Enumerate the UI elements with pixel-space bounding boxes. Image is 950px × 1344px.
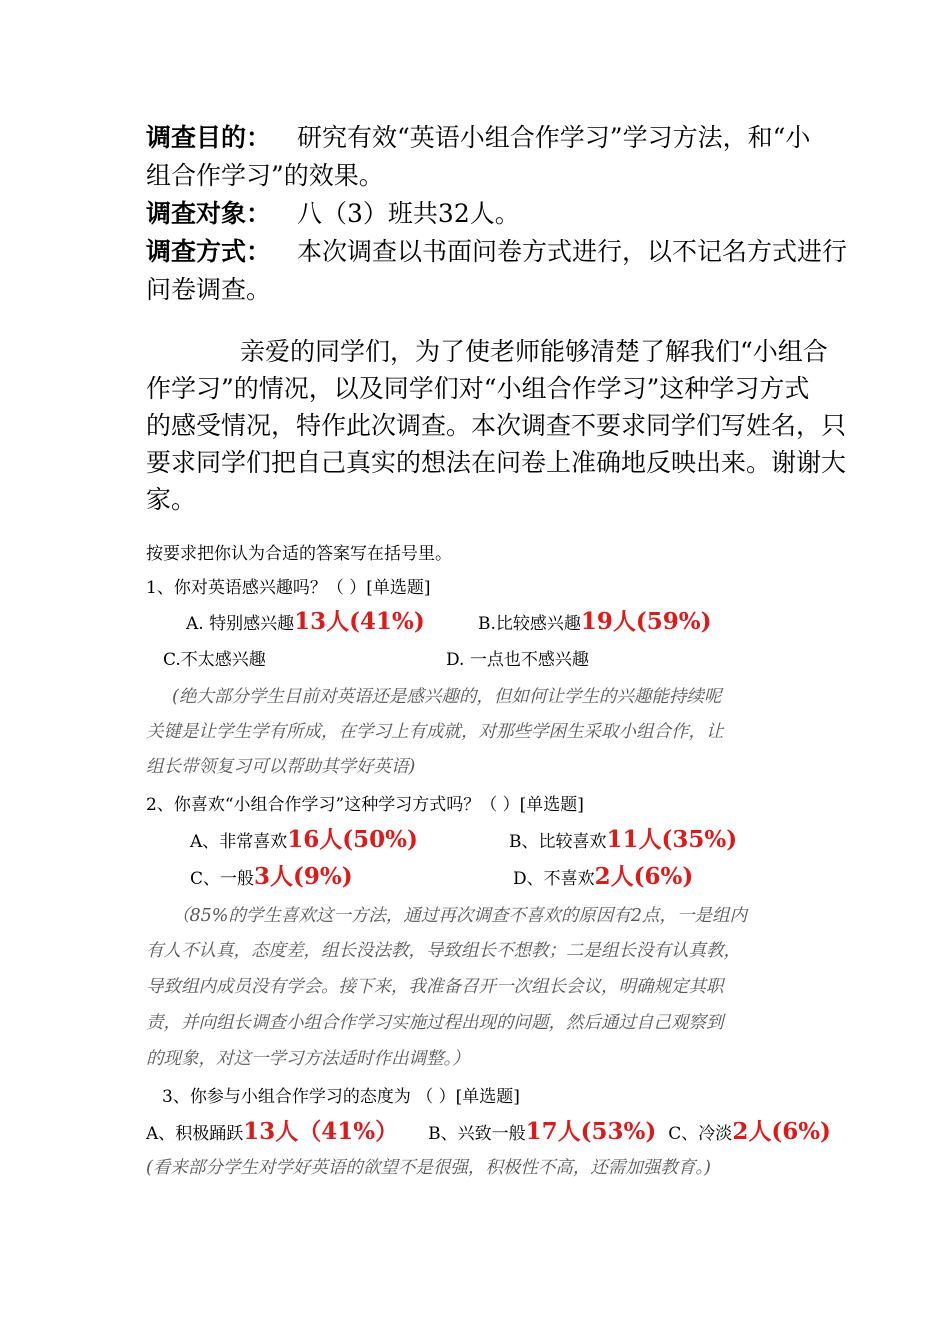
q2-option-d-result: 2人(6%) — [594, 863, 694, 890]
purpose-line-2: 组合作学习”的效果。 — [146, 161, 384, 190]
q3-option-a-text: A、积极踊跃 — [146, 1124, 244, 1144]
object-label: 调查对象： — [146, 199, 272, 228]
q2-question: 2、你喜欢“小组合作学习”这种学习方式吗？（ ）[单选题] — [146, 795, 584, 815]
q1-option-b — [478, 609, 712, 637]
q3-question: 3、你参与小组合作学习的态度为 （ ）[单选题] — [162, 1087, 520, 1107]
intro-line-5: 家。 — [146, 485, 197, 514]
q2-option-b-text: B、比较喜欢 — [509, 832, 607, 852]
q2-note-line-3: 导致组内成员没有学会。接下来，我准备召开一次组长会议，明确规定其职 — [146, 977, 724, 997]
q2-note-line-4: 责，并向组长调查小组合作学习实施过程出现的问题，然后通过自己观察到 — [146, 1013, 724, 1033]
method-line-2: 问卷调查。 — [146, 275, 272, 304]
method-label: 调查方式： — [146, 237, 272, 266]
q1-note-line-2: 关键是让学生学有所成，在学习上有成就，对那些学困生采取小组合作，让 — [146, 722, 724, 742]
q2-option-c — [190, 864, 353, 892]
q2-option-a — [190, 827, 418, 855]
intro-line-2: 作学习”的情况，以及同学们对“小组合作学习”这种学习方式 — [146, 374, 810, 403]
intro-line-1: 亲爱的同学们，为了使老师能够清楚了解我们“小组合 — [240, 337, 828, 366]
q1-question: 1、你对英语感兴趣吗？（ ）[单选题] — [146, 578, 431, 598]
q3-option-a-result: 13人（41%） — [243, 1118, 399, 1145]
q2-option-c-result: 3人(9%) — [254, 863, 353, 890]
method-text: 本次调查以书面问卷方式进行，以不记名方式进行 — [297, 237, 848, 266]
q2-note-line-2: 有人不认真，态度差，组长没法教，导致组长不想教；二是组长没有认真教， — [146, 941, 741, 961]
q2-option-b-result: 11人(35%) — [606, 826, 738, 853]
q2-note-line-5: 的现象，对这一学习方法适时作出调整。） — [146, 1049, 470, 1069]
intro-line-3: 的感受情况，特作此次调查。本次调查不要求同学们写姓名，只 — [146, 411, 847, 440]
q3-option-c-result: 2人(6%) — [732, 1118, 831, 1145]
q1-option-d: D. 一点也不感兴趣 — [446, 650, 589, 670]
purpose-label: 调查目的： — [146, 123, 272, 152]
q2-option-d — [513, 864, 693, 892]
q2-note-line-1: （85%的学生喜欢这一方法，通过再次调查不喜欢的原因有2点，一是组内 — [172, 906, 748, 926]
q1-note-line-1: (绝大部分学生目前对英语还是感兴趣的，但如何让学生的兴趣能持续呢 — [172, 687, 722, 707]
object-text: 八（3）班共32人。 — [297, 199, 520, 228]
q3-option-b-result: 17人(53%) — [525, 1118, 657, 1145]
q1-option-a — [186, 609, 425, 637]
q2-option-c-text: C、一般 — [190, 869, 255, 889]
q3-option-b-text: B、兴致一般 — [428, 1124, 526, 1144]
q1-option-b-text: B.比较感兴趣 — [478, 614, 581, 634]
q1-option-a-text: A. 特别感兴趣 — [186, 614, 295, 634]
q2-option-a-text: A、非常喜欢 — [190, 832, 288, 852]
q2-option-b — [509, 827, 737, 855]
method-line-1 — [146, 233, 847, 271]
q1-option-b-result: 19人(59%) — [580, 608, 712, 635]
intro-line-4: 要求同学们把自己真实的想法在问卷上准确地反映出来。谢谢大 — [146, 448, 847, 477]
q2-option-a-result: 16人(50%) — [287, 826, 418, 853]
q3-note: (看来部分学生对学好英语的欲望不是很强，积极性不高，还需加强教育。) — [146, 1158, 711, 1178]
purpose-text: 研究有效“英语小组合作学习”学习方法，和“小 — [297, 123, 811, 152]
q2-option-d-text: D、不喜欢 — [513, 869, 595, 889]
purpose-line-1 — [146, 119, 810, 157]
q1-note-line-3: 组长带领复习可以帮助其学好英语) — [146, 757, 416, 777]
object-line — [146, 195, 520, 233]
instruction-text: 按要求把你认为合适的答案写在括号里。 — [146, 544, 452, 564]
q1-option-c: C.不太感兴趣 — [163, 650, 266, 670]
q3-option-c-text: C、冷淡 — [668, 1124, 733, 1144]
q1-option-a-result: 13人(41%) — [294, 608, 425, 635]
q3-options — [146, 1119, 831, 1147]
